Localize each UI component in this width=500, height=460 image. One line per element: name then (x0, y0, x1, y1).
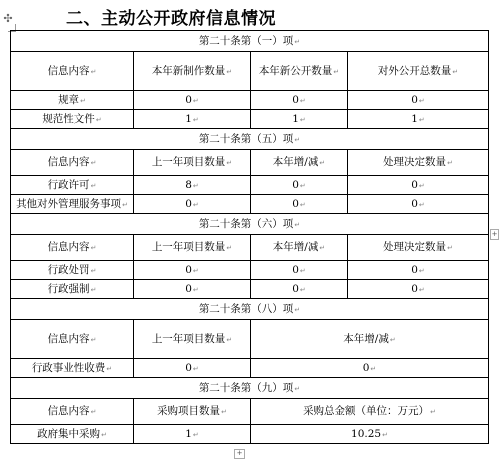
table-cell: 0↵ (134, 359, 251, 378)
section-heading-row (11, 129, 489, 150)
column-header: 上一年项目数量↵ (134, 150, 251, 176)
table-cell: 0↵ (134, 261, 251, 280)
table-row (11, 261, 489, 280)
column-header: 信息内容↵ (11, 320, 134, 359)
table-cell: 0↵ (134, 195, 251, 214)
table-row (11, 176, 489, 195)
section-heading: 第二十条第（八）项↵ (11, 299, 489, 320)
column-header: 信息内容↵ (11, 235, 134, 261)
table-row (11, 425, 489, 444)
column-header: 本年增/减↵ (251, 235, 348, 261)
table-cell: 0↵ (348, 280, 489, 299)
table-cell: 行政许可↵ (11, 176, 134, 195)
table-cell: 1↵ (348, 110, 489, 129)
column-header-row (11, 235, 489, 261)
column-header: 对外公开总数量↵ (348, 52, 489, 91)
section-heading-row (11, 299, 489, 320)
column-header: 上一年项目数量↵ (134, 235, 251, 261)
section-heading: 第二十条第（九）项↵ (11, 378, 489, 399)
add-row-icon[interactable]: + (491, 230, 498, 238)
column-header: 处理决定数量↵ (348, 150, 489, 176)
table-cell: 行政处罚↵ (11, 261, 134, 280)
table-cell: 0↵ (251, 359, 489, 378)
table-cell: 0↵ (134, 280, 251, 299)
column-header-row (11, 150, 489, 176)
table-cell: 0↵ (134, 91, 251, 110)
column-header-row (11, 399, 489, 425)
section-heading-row (11, 378, 489, 399)
page-title: 二、主动公开政府信息情况 (66, 9, 276, 29)
table-cell: 10.25↵ (251, 425, 489, 444)
table-cell: 1↵ (134, 425, 251, 444)
table-cell: 0↵ (251, 176, 348, 195)
table-cell: 1↵ (251, 110, 348, 129)
section-heading-row (11, 214, 489, 235)
table-cell: 其他对外管理服务事项↵ (11, 195, 134, 214)
section-heading-row (11, 31, 489, 52)
column-header: 本年增/减↵ (251, 320, 489, 359)
column-header: 采购项目数量↵ (134, 399, 251, 425)
table-cell: 行政强制↵ (11, 280, 134, 299)
column-header: 本年增/减↵ (251, 150, 348, 176)
column-header: 信息内容↵ (11, 52, 134, 91)
table-cell: 0↵ (348, 261, 489, 280)
table-cell: 0↵ (251, 195, 348, 214)
table-cell: 行政事业性收费↵ (11, 359, 134, 378)
column-header: 上一年项目数量↵ (134, 320, 251, 359)
table-cell: 0↵ (251, 261, 348, 280)
table-row (11, 280, 489, 299)
column-header: 处理决定数量↵ (348, 235, 489, 261)
table-cell: 0↵ (251, 280, 348, 299)
table-cell: 0↵ (348, 176, 489, 195)
add-row-icon[interactable]: + (234, 449, 245, 459)
table-cell: 0↵ (348, 195, 489, 214)
table-cell: 规章↵ (11, 91, 134, 110)
table-cell: 0↵ (251, 91, 348, 110)
table-row (11, 110, 489, 129)
table-cell: 0↵ (348, 91, 489, 110)
info-table (10, 30, 489, 444)
column-header: 本年新公开数量↵ (251, 52, 348, 91)
column-header: 采购总金额（单位：万元）↵ (251, 399, 489, 425)
column-header: 本年新制作数量↵ (134, 52, 251, 91)
table-row (11, 91, 489, 110)
table-cell: 政府集中采购↵ (11, 425, 134, 444)
section-heading: 第二十条第（一）项↵ (11, 31, 489, 52)
table-cell: 规范性文件↵ (11, 110, 134, 129)
table-row (11, 195, 489, 214)
column-header: 信息内容↵ (11, 150, 134, 176)
table-cell: 8↵ (134, 176, 251, 195)
move-handle-icon[interactable]: ✣ (3, 12, 13, 25)
section-heading: 第二十条第（五）项↵ (11, 129, 489, 150)
table-row (11, 359, 489, 378)
section-heading: 第二十条第（六）项↵ (11, 214, 489, 235)
table-cell: 1↵ (134, 110, 251, 129)
column-header-row (11, 320, 489, 359)
column-header-row (11, 52, 489, 91)
column-header: 信息内容↵ (11, 399, 134, 425)
